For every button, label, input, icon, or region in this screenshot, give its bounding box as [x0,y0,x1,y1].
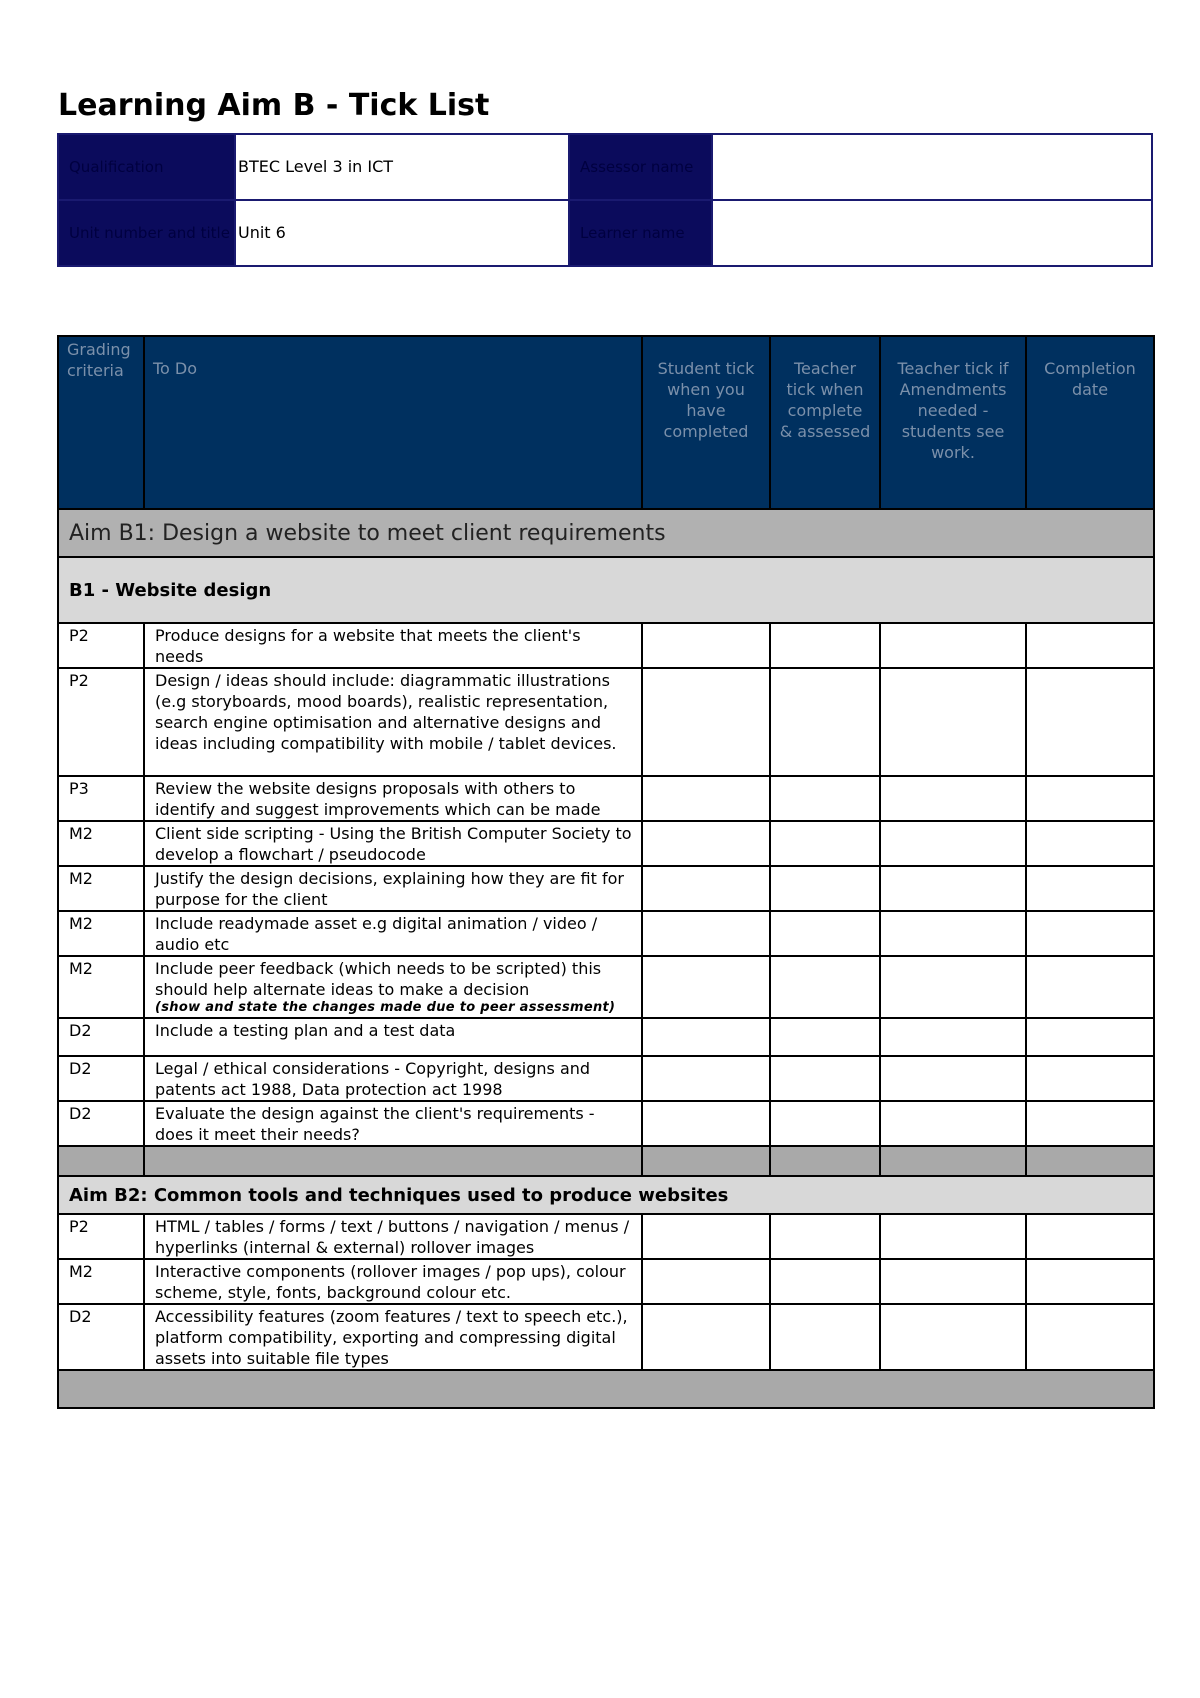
todo-cell [144,956,642,1018]
separator-row [58,1146,1154,1176]
criteria-cell: M2 [58,956,144,1018]
amend-tick-cell[interactable] [880,1018,1026,1056]
todo-cell: Evaluate the design against the client's requirements - does it meet their needs? [144,1101,642,1146]
tick-list-table [57,335,1155,1409]
b1-section-title: B1 - Website design [58,557,1154,623]
learner-label: Learner name [569,200,712,266]
aim-b2-row [58,1176,1154,1214]
teacher-tick-cell[interactable] [770,668,880,776]
peer-assessment-note: (show and state the changes made due to peer assessment) [155,1000,616,1015]
qualification-value[interactable]: BTEC Level 3 in ICT [235,134,569,200]
criteria-cell: D2 [58,1304,144,1370]
criteria-cell: P2 [58,668,144,776]
teacher-tick-cell[interactable] [770,1101,880,1146]
table-row [58,956,1154,1018]
teacher-tick-cell[interactable] [770,1214,880,1259]
student-tick-cell[interactable] [642,956,770,1018]
table-row [58,1056,1154,1101]
header-row [58,336,1154,509]
table-row [58,1304,1154,1370]
student-tick-cell[interactable] [642,623,770,668]
criteria-cell: M2 [58,821,144,866]
table-row [58,1018,1154,1056]
amend-tick-cell[interactable] [880,776,1026,821]
amend-tick-cell[interactable] [880,911,1026,956]
student-tick-cell[interactable] [642,668,770,776]
completion-date-cell[interactable] [1026,1056,1154,1101]
criteria-cell: D2 [58,1018,144,1056]
amend-tick-cell[interactable] [880,668,1026,776]
student-tick-cell[interactable] [642,911,770,956]
student-tick-cell[interactable] [642,1018,770,1056]
student-tick-cell[interactable] [642,1304,770,1370]
page-title: Learning Aim B - Tick List [58,88,490,123]
table-row [58,668,1154,776]
info-row [58,200,1152,266]
table-row [58,1101,1154,1146]
qualification-label: Qualification [58,134,235,200]
todo-cell: Produce designs for a website that meets the client's needs [144,623,642,668]
completion-date-cell[interactable] [1026,1304,1154,1370]
amend-tick-cell[interactable] [880,1101,1026,1146]
header-to-do: To Do [144,336,642,509]
teacher-tick-cell[interactable] [770,776,880,821]
teacher-tick-cell[interactable] [770,1304,880,1370]
table-row [58,623,1154,668]
student-tick-cell[interactable] [642,1101,770,1146]
teacher-tick-cell[interactable] [770,911,880,956]
student-tick-cell[interactable] [642,1214,770,1259]
b1-section-row [58,557,1154,623]
teacher-tick-cell[interactable] [770,1056,880,1101]
completion-date-cell[interactable] [1026,623,1154,668]
completion-date-cell[interactable] [1026,776,1154,821]
header-teacher-tick: Teacher tick when complete & assessed [770,336,880,509]
table-row [58,1214,1154,1259]
assessor-value[interactable] [712,134,1152,200]
todo-cell: Include readymade asset e.g digital animation / video / audio etc [144,911,642,956]
criteria-cell: D2 [58,1056,144,1101]
header-completion-date: Completion date [1026,336,1154,509]
header-grading-criteria: Grading criteria [58,336,144,509]
completion-date-cell[interactable] [1026,1018,1154,1056]
todo-cell: HTML / tables / forms / text / buttons / navigation / menus / hyperlinks (internal & external) rollover images [144,1214,642,1259]
student-tick-cell[interactable] [642,1056,770,1101]
todo-text: Include peer feedback (which needs to be scripted) this should help alternate ideas to make a decision [155,959,602,999]
todo-cell: Legal / ethical considerations - Copyright, designs and patents act 1988, Data protection act 1998 [144,1056,642,1101]
completion-date-cell[interactable] [1026,1101,1154,1146]
student-tick-cell[interactable] [642,776,770,821]
aim-b2-title: Aim B2: Common tools and techniques used to produce websites [58,1176,1154,1214]
criteria-cell: P2 [58,623,144,668]
header-amendments: Teacher tick if Amendments needed - students see work. [880,336,1026,509]
completion-date-cell[interactable] [1026,866,1154,911]
amend-tick-cell[interactable] [880,623,1026,668]
completion-date-cell[interactable] [1026,1214,1154,1259]
todo-cell: Design / ideas should include: diagrammatic illustrations (e.g storyboards, mood boards), realistic representation, search engine optimisation and alternative designs and ideas including compatibility with mobile / tablet devices. [144,668,642,776]
info-table [57,133,1153,267]
criteria-cell: M2 [58,866,144,911]
learner-value[interactable] [712,200,1152,266]
criteria-cell: D2 [58,1101,144,1146]
amend-tick-cell[interactable] [880,866,1026,911]
aim-b1-row [58,509,1154,557]
completion-date-cell[interactable] [1026,956,1154,1018]
unit-label: Unit number and title [58,200,235,266]
amend-tick-cell[interactable] [880,1259,1026,1304]
teacher-tick-cell[interactable] [770,623,880,668]
amend-tick-cell[interactable] [880,1056,1026,1101]
teacher-tick-cell[interactable] [770,821,880,866]
table-row [58,821,1154,866]
todo-cell: Client side scripting - Using the British Computer Society to develop a flowchart / pseudocode [144,821,642,866]
info-row [58,134,1152,200]
header-student-tick: Student tick when you have completed [642,336,770,509]
assessor-label: Assessor name [569,134,712,200]
criteria-cell: P2 [58,1214,144,1259]
todo-cell: Review the website designs proposals with others to identify and suggest improvements which can be made [144,776,642,821]
teacher-tick-cell[interactable] [770,1259,880,1304]
table-row [58,1259,1154,1304]
amend-tick-cell[interactable] [880,821,1026,866]
teacher-tick-cell[interactable] [770,1018,880,1056]
todo-cell: Interactive components (rollover images / pop ups), colour scheme, style, fonts, background colour etc. [144,1259,642,1304]
teacher-tick-cell[interactable] [770,866,880,911]
amend-tick-cell[interactable] [880,1304,1026,1370]
table-row [58,776,1154,821]
todo-cell: Accessibility features (zoom features / text to speech etc.), platform compatibility, exporting and compressing digital assets into suitable file types [144,1304,642,1370]
amend-tick-cell[interactable] [880,1214,1026,1259]
teacher-tick-cell[interactable] [770,956,880,1018]
amend-tick-cell[interactable] [880,956,1026,1018]
unit-value[interactable]: Unit 6 [235,200,569,266]
completion-date-cell[interactable] [1026,911,1154,956]
table-row [58,911,1154,956]
criteria-cell: P3 [58,776,144,821]
completion-date-cell[interactable] [1026,821,1154,866]
criteria-cell: M2 [58,1259,144,1304]
aim-b1-title: Aim B1: Design a website to meet client requirements [58,509,1154,557]
todo-cell: Include a testing plan and a test data [144,1018,642,1056]
student-tick-cell[interactable] [642,821,770,866]
criteria-cell: M2 [58,911,144,956]
footer-row [58,1370,1154,1408]
student-tick-cell[interactable] [642,1259,770,1304]
student-tick-cell[interactable] [642,866,770,911]
completion-date-cell[interactable] [1026,1259,1154,1304]
completion-date-cell[interactable] [1026,668,1154,776]
todo-cell: Justify the design decisions, explaining how they are fit for purpose for the client [144,866,642,911]
table-row [58,866,1154,911]
